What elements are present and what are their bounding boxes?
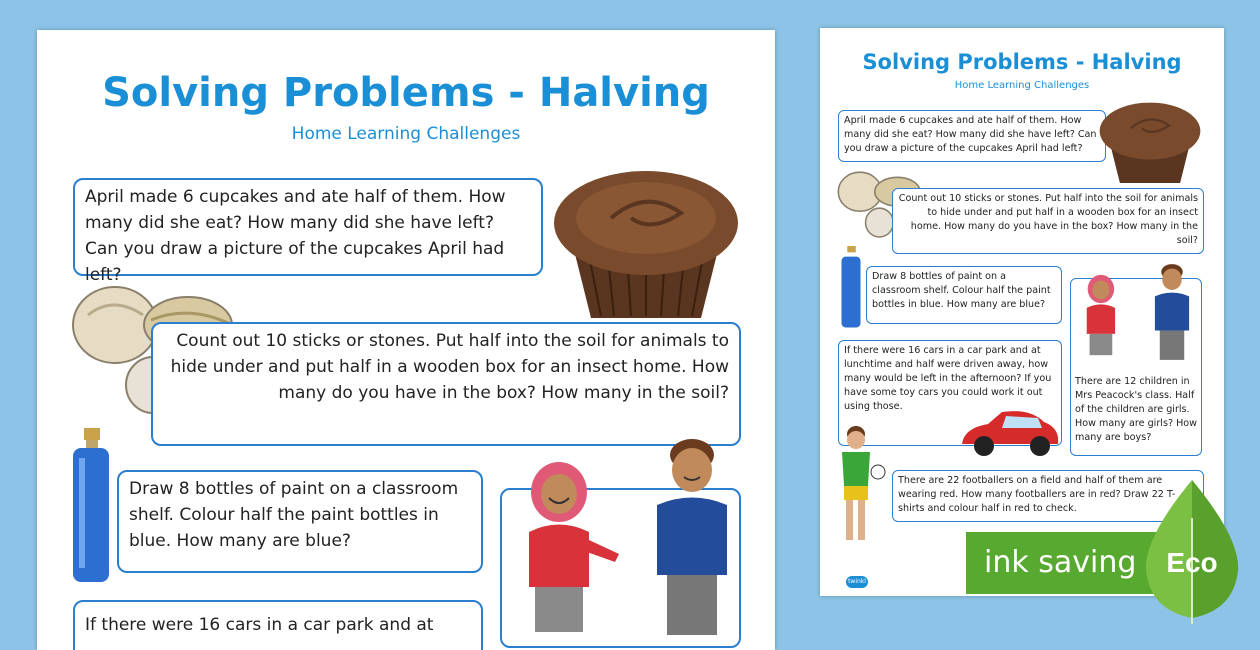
twinkl-logo: twinkl: [846, 576, 868, 588]
preview-girl-icon: [1082, 262, 1134, 368]
eco-label: Eco: [1166, 547, 1218, 578]
worksheet-page-large: [37, 30, 775, 650]
footballer-icon: [838, 424, 890, 550]
eco-leaf-icon: [1140, 478, 1244, 624]
problem-box-cars-partial: [73, 600, 483, 650]
problem-text-cupcakes: April made 6 cupcakes and ate half of them. How many did she eat? How many did she have left? Can you draw a picture of the cupcakes April had left?: [85, 187, 506, 285]
preview-text-cars: If there were 16 cars in a car park and at lunchtime and half were driven away, how many would be left in the afternoon? If you have some toy cars you could work it out using those.: [844, 345, 1052, 412]
boy-icon: [647, 435, 737, 635]
ink-saving-label: ink saving: [984, 545, 1137, 580]
preview-paint-bottle-icon: [840, 246, 862, 328]
page-title: Solving Problems - Halving: [102, 70, 710, 116]
paint-bottle-icon: [71, 428, 111, 583]
problem-box-cupcakes: [73, 178, 543, 285]
preview-title: Solving Problems - Halving: [862, 50, 1182, 74]
problem-box-bottles: [117, 470, 483, 573]
cupcake-icon: [551, 168, 741, 318]
preview-problem-sticks: [892, 188, 1204, 254]
preview-problem-cupcakes: [838, 110, 1106, 162]
preview-text-bottles: Draw 8 bottles of paint on a classroom shelf. Colour half the paint bottles in blue. How many are blue?: [872, 271, 1051, 310]
red-car-icon: [958, 406, 1062, 460]
problem-box-sticks: [151, 322, 741, 446]
preview-problem-bottles: [866, 266, 1062, 324]
preview-text-children: There are 12 children in Mrs Peacock's class. Half of the children are girls. How many are girls? How many are boys?: [1075, 376, 1198, 443]
preview-subtitle: Home Learning Challenges: [954, 80, 1090, 91]
preview-text-cupcakes: April made 6 cupcakes and ate half of them. How many did she eat? How many did she have left? Can you draw a picture of the cupcakes April had left?: [844, 115, 1097, 154]
preview-cupcake-icon: [1098, 98, 1202, 186]
problem-text-sticks: Count out 10 sticks or stones. Put half into the soil for animals to hide under and put half in a wooden box for an insect home. How many do you have in the box? How many in the soil?: [170, 331, 729, 403]
problem-text-bottles: Draw 8 bottles of paint on a classroom shelf. Colour half the paint bottles in blue. How many are blue?: [129, 479, 459, 551]
preview-text-footballers: There are 22 footballers on a field and half of them are wearing red. How many footballers are in red? Draw 22 T-shirts and colour half in red to check.: [898, 475, 1176, 514]
girl-icon: [519, 462, 629, 632]
preview-boy-icon: [1150, 250, 1194, 372]
page-subtitle: Home Learning Challenges: [291, 124, 521, 144]
problem-text-cars-partial: If there were 16 cars in a car park and at: [85, 615, 434, 635]
preview-text-sticks: Count out 10 sticks or stones. Put half into the soil for animals to hide under and put half in a wooden box for an insect home. How many do you have in the box? How many in the soil?: [898, 193, 1198, 246]
